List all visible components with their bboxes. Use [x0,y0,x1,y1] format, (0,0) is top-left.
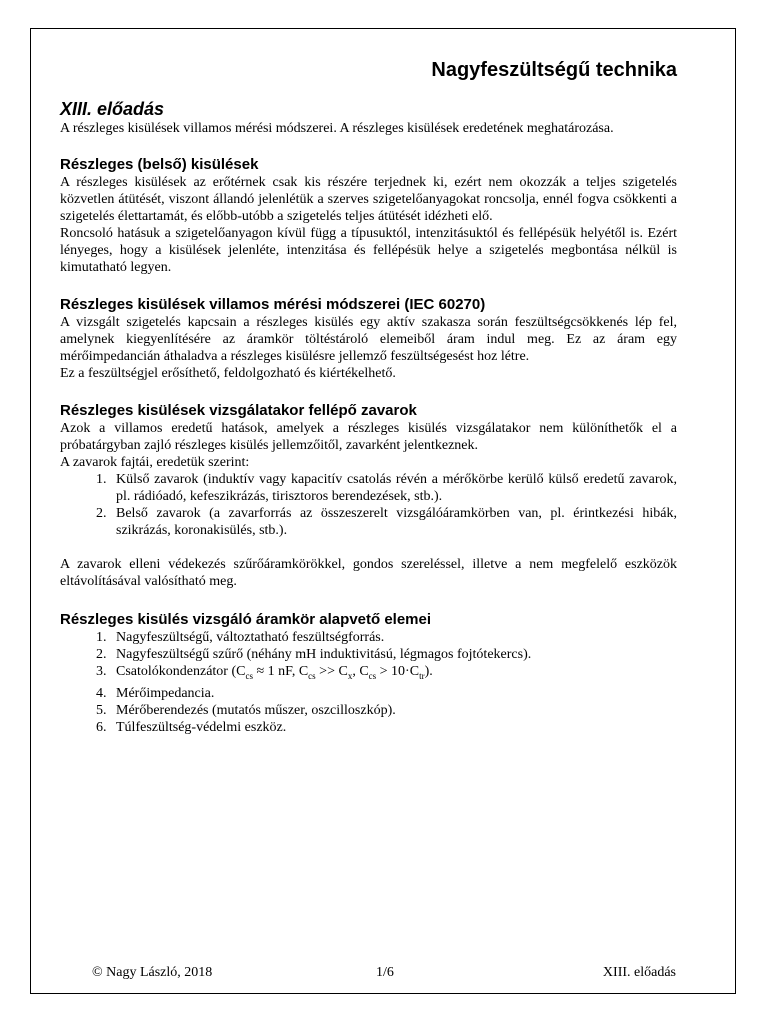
lecture-intro: A részleges kisülések villamos mérési módszerei. A részleges kisülések eredetének meghatározása. [60,121,614,136]
list-item: 4. Mérőimpedancia. [110,685,677,702]
section-heading-measurement-methods: Részleges kisülések villamos mérési módszerei (IEC 60270) [60,296,486,313]
footer-copyright: © Nagy László, 2018 [92,965,213,980]
section-heading-circuit-elements: Részleges kisülés vizsgáló áramkör alapvető elemei [60,611,432,628]
document-title: Nagyfeszültségű technika [431,59,677,81]
footer-page-number: 1/6 [376,965,394,980]
list-item: 2. Belső zavarok (a zavarforrás az összeszerelt vizsgálóáramkörben van, pl. érintkezési hibák, szikrázás, koronakisülés, stb.). [110,505,677,539]
paragraph: Ez a feszültségjel erősíthető, feldolgozható és kiértékelhető. [60,366,396,381]
footer-lecture: XIII. előadás [602,965,676,980]
list-item-coupling-capacitor: 3. Csatolókondenzátor ($C_{cs} \approx 1$ nF, $C_{cs} >> C_x$, $C_{cs} > 10\cdot C_{tr}$). [110,663,677,685]
paragraph: A részleges kisülések az erőtérnek csak kis részére terjednek ki, ezért nem okozzák a teljes szigetelés közvetlen átütését, viszont állandó jelenlétük a szerves szigetelőanyagokat roncsolja, ennél fogva csökkenti a szigetelés élettartamát, és előbb-utóbb a szigetelés teljes átütését idézheti elő. [60,175,677,224]
disturbance-list [60,471,677,539]
list-item: 2. Nagyfeszültségű szűrő (néhány mH induktivitású, légmagos fojtótekercs). [110,646,677,663]
paragraph: A zavarok fajtái, eredetük szerint: [60,455,250,470]
list-item: 6. Túlfeszültség-védelmi eszköz. [110,719,677,736]
paragraph: A zavarok elleni védekezés szűrőáramkörökkel, gondos szereléssel, illetve a nem megfelelő eszközök eltávolításával valósítható meg. [60,557,677,589]
lecture-title: XIII. előadás [60,99,165,119]
circuit-elements-list [60,629,677,736]
list-item: 1. Külső zavarok (induktív vagy kapacitív csatolás révén a mérőkörbe kerülő külső eredetű zavarok, pl. rádióadó, kefeszikrázás, tirisztoros berendezések, stb.). [110,471,677,505]
paragraph: Roncsoló hatásuk a szigetelőanyagon kívül függ a típusuktól, intenzitásuktól és fellépésük helyétől is. Ezért lényeges, hogy a kisülések jelenléte, intenzitása és fellépésük helye a szigetelés megbontása nélkül is kimutatható legyen. [60,226,677,275]
document-body [60,48,677,736]
section-heading-disturbances: Részleges kisülések vizsgálatakor fellépő zavarok [60,402,417,419]
list-item: 5. Mérőberendezés (mutatós műszer, oszcilloszkóp). [110,702,677,719]
paragraph: A vizsgált szigetelés kapcsain a részleges kisülés egy aktív szakasza során feszültségcsökkenés lép fel, amelynek kiegyenlítésére az áramkör töltéstároló elemeiből áram indul meg. Ez az áram egy mérőimpedancián áthaladva a részleges kisülésre jellemző feszültségesést hoz létre. [60,315,677,364]
paragraph: Azok a villamos eredetű hatások, amelyek a részleges kisülés vizsgálatakor nem különíthetők el a próbatárgyban zajló részleges kisülés jellemzőitől, zavarként jelentkeznek. [60,421,677,453]
list-item: 1. Nagyfeszültségű, változtatható feszültségforrás. [110,629,677,646]
section-heading-partial-discharge: Részleges (belső) kisülések [60,156,259,173]
